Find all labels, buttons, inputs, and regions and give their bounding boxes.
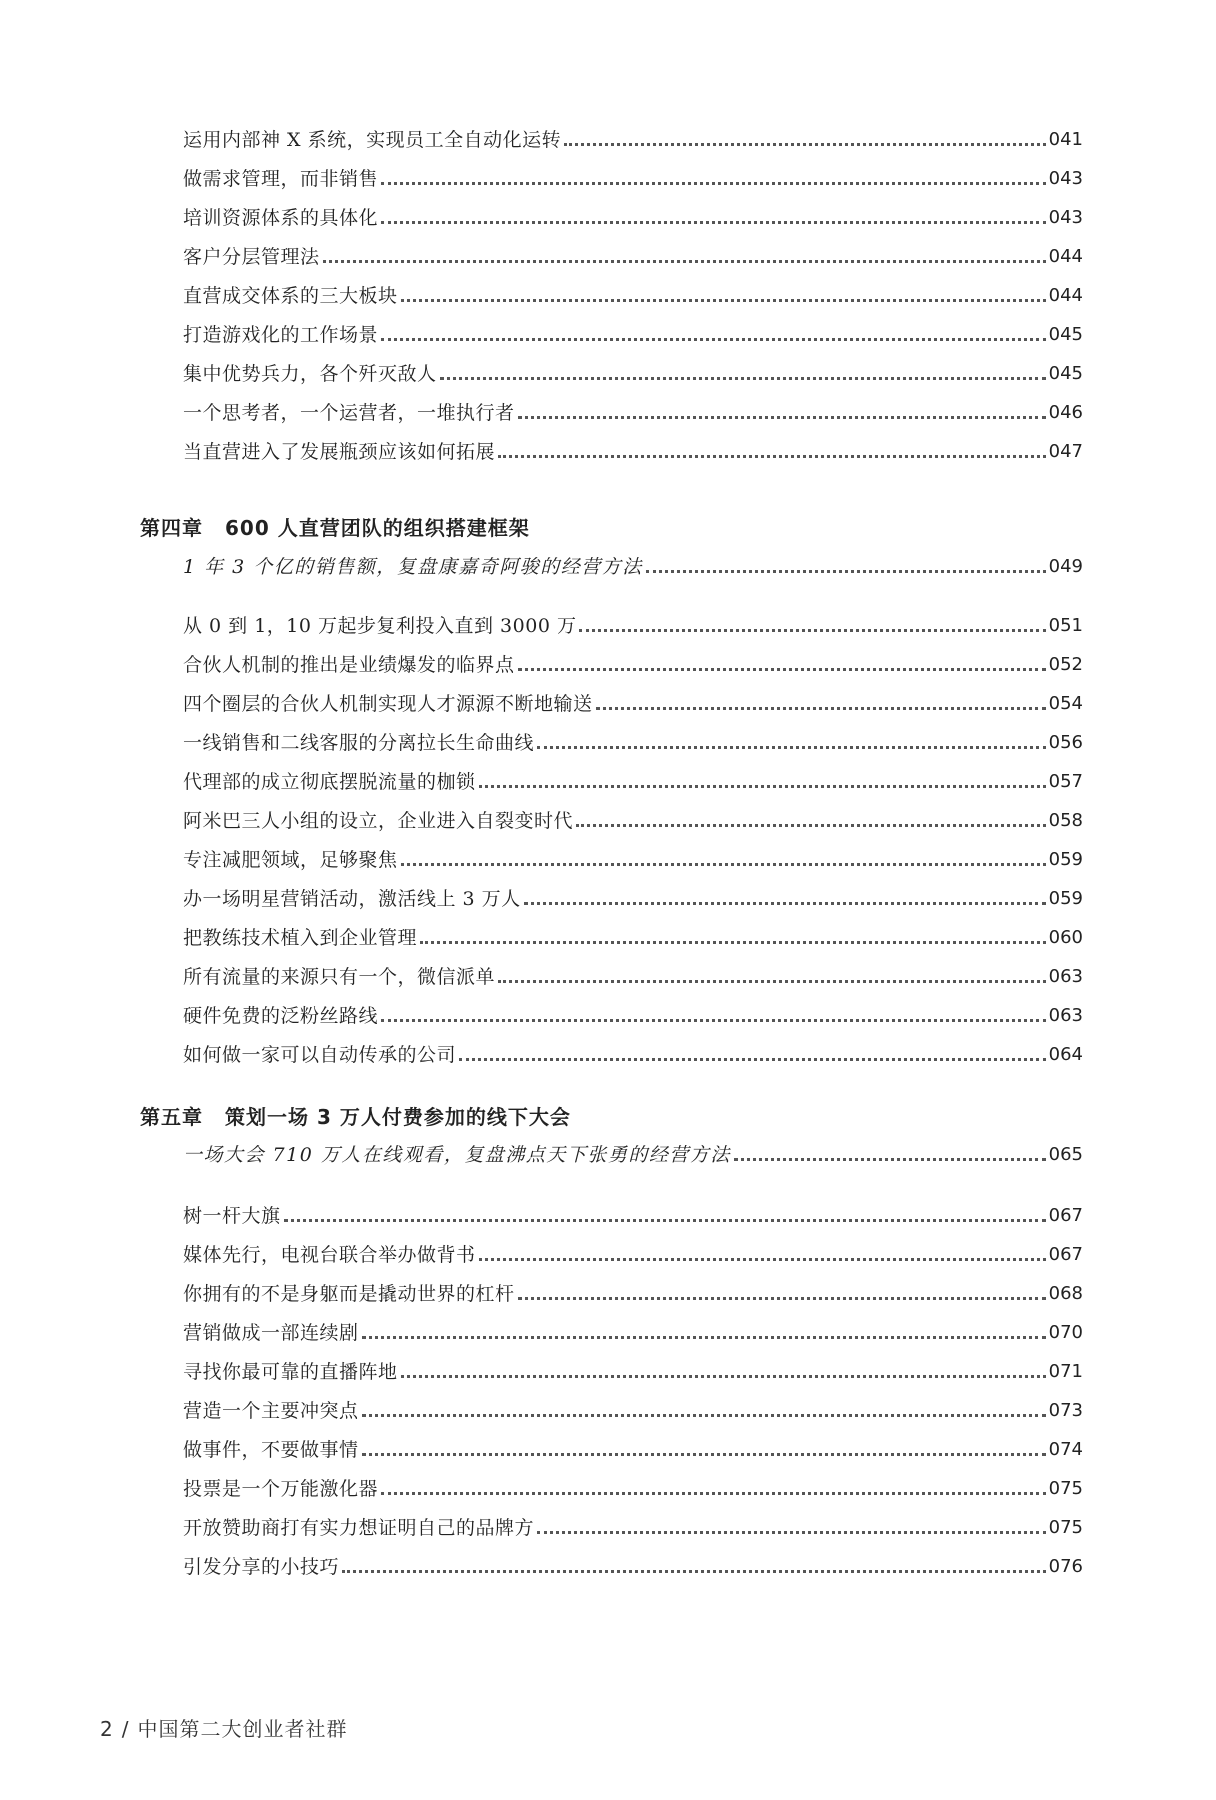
toc-entry-title: 如何做一家可以自动传承的公司 xyxy=(183,1044,457,1066)
footer-separator: / xyxy=(121,1717,130,1741)
dot-leader xyxy=(401,863,1046,866)
dot-leader xyxy=(284,1219,1046,1222)
dot-leader xyxy=(518,668,1046,671)
toc-entry-page: 065 xyxy=(1048,1144,1083,1165)
dot-leader xyxy=(401,1375,1046,1378)
toc-entry-page: 056 xyxy=(1048,732,1083,753)
toc-entry xyxy=(183,284,1083,308)
toc-entry-title: 一个思考者，一个运营者，一堆执行者 xyxy=(183,402,515,424)
toc-entry-page: 057 xyxy=(1048,771,1083,792)
toc-entry-title: 引发分享的小技巧 xyxy=(183,1556,340,1578)
dot-leader xyxy=(564,143,1046,146)
dot-leader xyxy=(440,377,1046,380)
toc-entry-page: 075 xyxy=(1048,1517,1083,1538)
chapter-heading xyxy=(140,515,530,541)
toc-entry xyxy=(183,128,1083,152)
toc-entry xyxy=(183,440,1083,464)
toc-entry xyxy=(183,731,1083,755)
toc-entry-page: 076 xyxy=(1048,1556,1083,1577)
dot-leader xyxy=(479,785,1046,788)
dot-leader xyxy=(734,1158,1046,1161)
toc-entry-page: 044 xyxy=(1048,285,1083,306)
toc-entry xyxy=(183,614,1083,638)
toc-entry-title: 从 0 到 1，10 万起步复利投入直到 3000 万 xyxy=(183,615,577,637)
toc-entry-page: 060 xyxy=(1048,927,1083,948)
toc-entry-title: 寻找你最可靠的直播阵地 xyxy=(183,1361,398,1383)
dot-leader xyxy=(323,260,1046,263)
dot-leader xyxy=(381,1019,1046,1022)
toc-entry-title: 营造一个主要冲突点 xyxy=(183,1400,359,1422)
chapter-number: 第五章 xyxy=(140,1105,203,1129)
toc-entry-page: 052 xyxy=(1048,654,1083,675)
toc-entry-title: 所有流量的来源只有一个，微信派单 xyxy=(183,966,496,988)
dot-leader xyxy=(362,1453,1046,1456)
dot-leader xyxy=(479,1258,1046,1261)
toc-entry xyxy=(183,926,1083,950)
dot-leader xyxy=(537,746,1046,749)
toc-entry-page: 044 xyxy=(1048,246,1083,267)
toc-entry xyxy=(183,1399,1083,1423)
toc-entry-title: 一场大会 710 万人在线观看，复盘沸点天下张勇的经营方法 xyxy=(183,1144,731,1166)
toc-entry xyxy=(183,887,1083,911)
toc-entry-page: 059 xyxy=(1048,849,1083,870)
toc-entry-page: 043 xyxy=(1048,168,1083,189)
chapter-number: 第四章 xyxy=(140,516,203,540)
toc-entry-page: 049 xyxy=(1048,556,1083,577)
toc-entry-page: 068 xyxy=(1048,1283,1083,1304)
toc-entry xyxy=(183,809,1083,833)
toc-entry-title: 硬件免费的泛粉丝路线 xyxy=(183,1005,379,1027)
toc-entry-title: 直营成交体系的三大板块 xyxy=(183,285,398,307)
toc-entry-page: 075 xyxy=(1048,1478,1083,1499)
toc-entry xyxy=(183,401,1083,425)
toc-entry xyxy=(183,1204,1083,1228)
chapter-subtitle-entry xyxy=(183,555,1083,579)
toc-entry xyxy=(183,1282,1083,1306)
chapter-title: 600 人直营团队的组织搭建框架 xyxy=(225,516,530,540)
toc-entry-title: 一线销售和二线客服的分离拉长生命曲线 xyxy=(183,732,535,754)
toc-entry xyxy=(183,1243,1083,1267)
dot-leader xyxy=(498,980,1046,983)
toc-entry-title: 媒体先行，电视台联合举办做背书 xyxy=(183,1244,476,1266)
dot-leader xyxy=(596,707,1046,710)
dot-leader xyxy=(381,221,1046,224)
toc-entry xyxy=(183,206,1083,230)
dot-leader xyxy=(579,629,1045,632)
toc-entry-title: 代理部的成立彻底摆脱流量的枷锁 xyxy=(183,771,476,793)
toc-entry-page: 047 xyxy=(1048,441,1083,462)
toc-entry xyxy=(183,362,1083,386)
toc-entry-title: 1 年 3 个亿的销售额，复盘康嘉奇阿骏的经营方法 xyxy=(183,556,643,578)
toc-entry xyxy=(183,167,1083,191)
toc-entry-title: 营销做成一部连续剧 xyxy=(183,1322,359,1344)
dot-leader xyxy=(498,455,1046,458)
toc-entry-page: 054 xyxy=(1048,693,1083,714)
toc-entry-title: 做需求管理，而非销售 xyxy=(183,168,379,190)
dot-leader xyxy=(537,1531,1046,1534)
toc-entry-page: 063 xyxy=(1048,1005,1083,1026)
toc-entry-title: 阿米巴三人小组的设立，企业进入自裂变时代 xyxy=(183,810,574,832)
toc-entry-title: 合伙人机制的推出是业绩爆发的临界点 xyxy=(183,654,515,676)
toc-entry-title: 运用内部神 X 系统，实现员工全自动化运转 xyxy=(183,129,562,151)
toc-entry xyxy=(183,245,1083,269)
toc-entry xyxy=(183,1004,1083,1028)
toc-entry-page: 041 xyxy=(1048,129,1083,150)
toc-entry xyxy=(183,1360,1083,1384)
toc-entry-title: 培训资源体系的具体化 xyxy=(183,207,379,229)
dot-leader xyxy=(646,570,1046,573)
dot-leader xyxy=(576,824,1046,827)
chapter-subtitle-entry xyxy=(183,1143,1083,1167)
page-footer xyxy=(100,1716,347,1742)
toc-entry xyxy=(183,965,1083,989)
toc-entry xyxy=(183,848,1083,872)
toc-entry-title: 把教练技术植入到企业管理 xyxy=(183,927,418,949)
toc-entry-title: 四个圈层的合伙人机制实现人才源源不断地输送 xyxy=(183,693,593,715)
toc-entry xyxy=(183,1321,1083,1345)
toc-entry xyxy=(183,692,1083,716)
toc-entry-title: 客户分层管理法 xyxy=(183,246,320,268)
toc-entry-title: 当直营进入了发展瓶颈应该如何拓展 xyxy=(183,441,496,463)
toc-entry-page: 045 xyxy=(1048,363,1083,384)
toc-entry-page: 058 xyxy=(1048,810,1083,831)
dot-leader xyxy=(401,299,1046,302)
toc-entry-page: 045 xyxy=(1048,324,1083,345)
dot-leader xyxy=(524,902,1046,905)
dot-leader xyxy=(518,1297,1046,1300)
toc-entry-title: 集中优势兵力，各个歼灭敌人 xyxy=(183,363,437,385)
chapter-heading xyxy=(140,1104,571,1130)
toc-entry-title: 做事件，不要做事情 xyxy=(183,1439,359,1461)
toc-entry xyxy=(183,1555,1083,1579)
toc-entry xyxy=(183,770,1083,794)
chapter-title: 策划一场 3 万人付费参加的线下大会 xyxy=(225,1105,571,1129)
toc-entry-title: 你拥有的不是身躯而是撬动世界的杠杆 xyxy=(183,1283,515,1305)
dot-leader xyxy=(381,1492,1046,1495)
dot-leader xyxy=(362,1414,1046,1417)
footer-book-title: 中国第二大创业者社群 xyxy=(137,1717,348,1741)
toc-entry-page: 059 xyxy=(1048,888,1083,909)
toc-entry-page: 071 xyxy=(1048,1361,1083,1382)
toc-entry-title: 打造游戏化的工作场景 xyxy=(183,324,379,346)
dot-leader xyxy=(420,941,1046,944)
toc-entry-page: 067 xyxy=(1048,1205,1083,1226)
toc-entry-title: 投票是一个万能激化器 xyxy=(183,1478,379,1500)
dot-leader xyxy=(381,338,1046,341)
toc-entry-page: 067 xyxy=(1048,1244,1083,1265)
toc-entry-title: 树一杆大旗 xyxy=(183,1205,281,1227)
dot-leader xyxy=(381,182,1046,185)
toc-entry-page: 051 xyxy=(1048,615,1083,636)
toc-entry-page: 043 xyxy=(1048,207,1083,228)
dot-leader xyxy=(518,416,1046,419)
toc-entry xyxy=(183,1477,1083,1501)
toc-entry xyxy=(183,323,1083,347)
toc-entry xyxy=(183,1043,1083,1067)
toc-entry-page: 064 xyxy=(1048,1044,1083,1065)
dot-leader xyxy=(459,1058,1046,1061)
toc-entry xyxy=(183,1516,1083,1540)
toc-entry-title: 专注减肥领域，足够聚焦 xyxy=(183,849,398,871)
toc-entry-page: 070 xyxy=(1048,1322,1083,1343)
toc-entry-page: 074 xyxy=(1048,1439,1083,1460)
dot-leader xyxy=(362,1336,1046,1339)
dot-leader xyxy=(342,1570,1046,1573)
footer-page-number: 2 xyxy=(100,1717,114,1741)
toc-entry xyxy=(183,653,1083,677)
toc-entry-page: 073 xyxy=(1048,1400,1083,1421)
toc-entry-title: 开放赞助商打有实力想证明自己的品牌方 xyxy=(183,1517,535,1539)
toc-entry-page: 046 xyxy=(1048,402,1083,423)
toc-entry xyxy=(183,1438,1083,1462)
toc-entry-page: 063 xyxy=(1048,966,1083,987)
toc-entry-title: 办一场明星营销活动，激活线上 3 万人 xyxy=(183,888,521,910)
